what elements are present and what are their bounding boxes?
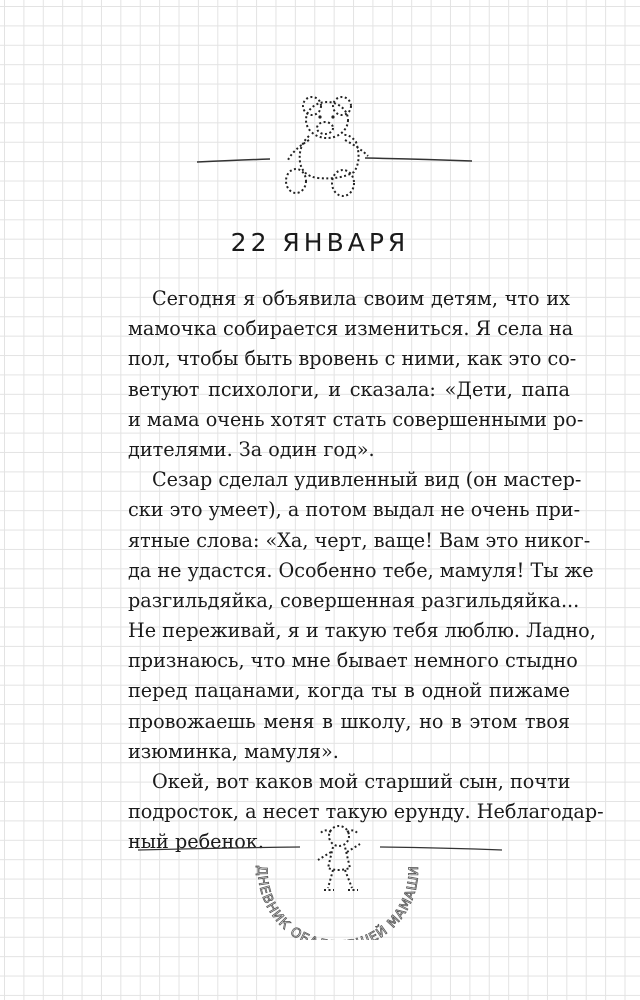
text-line: пол, чтобы быть вровень с ними, как это со- [128,347,577,371]
text-line: ный ребенок. [128,830,264,854]
text-line: и мама очень хотят стать совершенными ро- [128,407,584,431]
text-line: разгильдяйка, совершенная разгильдяйка... [128,588,580,612]
text-line: подросток, а несет такую ерунду. Неблагодар- [128,800,604,824]
text-line: ятные слова: «Ха, черт, ваще! Вам это никог- [128,528,591,552]
text-line: Не переживай, я и такую тебя люблю. Ладно, [128,619,596,643]
text-line: провожаешь меня в школу, но в этом твоя [128,709,570,733]
text-line: мамочка собирается измениться. Я села на [128,317,574,341]
top-decoration [0,80,640,210]
footer-title: ДНЕВНИК ОБ ЕЙ МАМАШИ [253,865,423,940]
footer-decoration [0,820,640,940]
text-line: да не удастся. Особенно тебе, мамуля! Ты же [128,558,594,582]
text-line: Сегодня я объявила своим детям, что их [152,287,570,310]
text-line: ски это умеет), а потом выдал не очень при- [128,498,581,522]
teddy-bear-icon [0,80,640,210]
body-text [128,284,604,858]
text-line: изюминка, мамуля». [128,739,339,763]
text-line: перед пацанами, когда ты в одной пижаме [128,679,570,703]
text-line: ветуют психологи, и сказала: «Дети, папа [128,377,570,401]
paragraph [128,465,596,767]
footer-emblem [0,820,640,940]
text-line: признаюсь, что мне бывает немного стыдно [128,649,578,673]
girl-figure-icon [318,826,360,890]
text-line: дителями. За один год». [128,437,375,461]
text-line: Окей, вот каков мой старший сын, почти [152,770,571,793]
text-line: Сезар сделал удивленный вид (он мастер- [152,468,582,492]
svg-text:ДНЕВНИК ОБАЛДЕВШЕЙ МАМАШИ [254,865,422,940]
paragraph [128,284,584,465]
page-title: 22 ЯНВАРЯ [230,228,410,257]
